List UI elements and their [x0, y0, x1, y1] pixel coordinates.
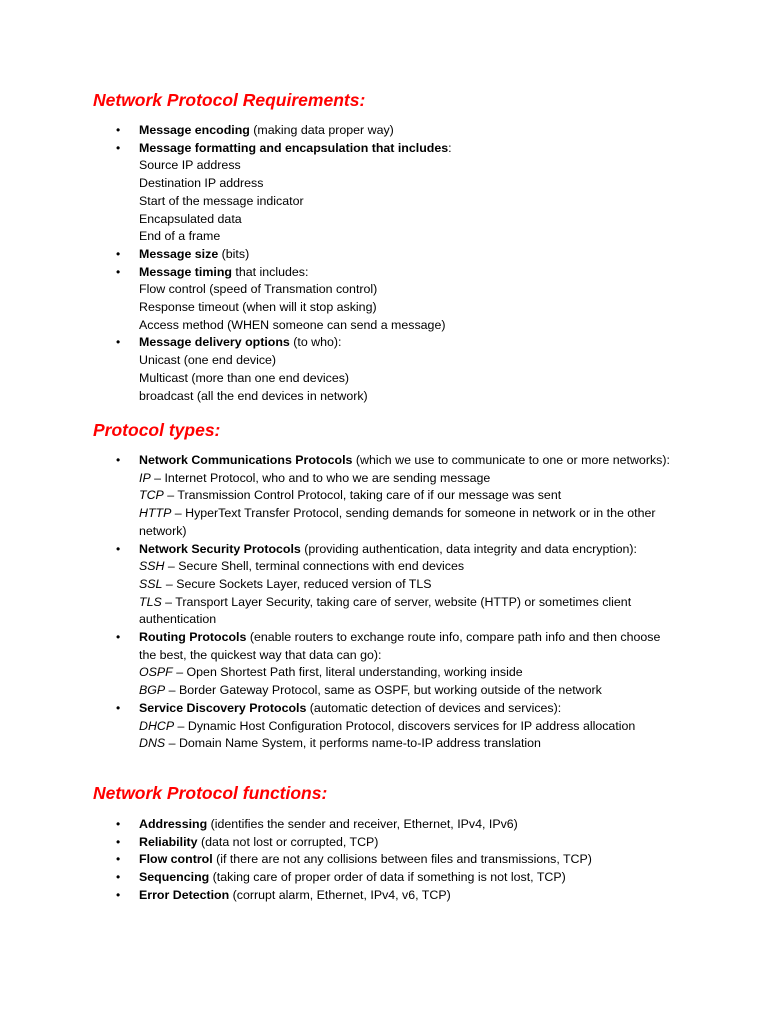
item-line — [139, 487, 672, 505]
description-text: – Domain Name System, it performs name-to-IP address translation — [165, 736, 541, 751]
protocol-abbreviation: SSL — [139, 576, 163, 591]
protocol-abbreviation: HTTP — [139, 506, 172, 521]
term-bold: Flow control — [139, 852, 213, 867]
item-line — [139, 541, 672, 559]
protocol-abbreviation: TLS — [139, 594, 162, 609]
description-text: – Border Gateway Protocol, same as OSPF, but working outside of the network — [165, 683, 602, 698]
functions-list — [0, 816, 768, 905]
item-line — [139, 576, 672, 594]
item-line — [139, 370, 672, 388]
list-item — [0, 629, 768, 700]
description-text: – Open Shortest Path first, literal understanding, working inside — [172, 665, 523, 680]
description-text: – HyperText Transfer Protocol, sending demands for someone in network or in the other network) — [139, 506, 656, 538]
protocol-abbreviation: SSH — [139, 559, 165, 574]
bullet-icon: • — [116, 852, 121, 867]
description-text: (making data proper way) — [249, 123, 394, 137]
term-bold: Reliability — [139, 834, 198, 849]
description-text: – Internet Protocol, who and to who we are sending message — [150, 470, 491, 485]
description-text: Unicast (one end device) — [139, 353, 277, 368]
description-text: Multicast (more than one end devices) — [139, 370, 350, 385]
section-heading-functions: Network Protocol functions: — [93, 783, 328, 803]
item-line — [139, 470, 672, 488]
description-text: (automatic detection of devices and services): — [306, 700, 562, 715]
item-line — [139, 140, 672, 158]
item-line — [139, 700, 672, 718]
term-bold: Message formatting and encapsulation that includes — [139, 140, 449, 155]
list-item — [0, 541, 768, 630]
list-item — [0, 452, 768, 541]
description-text: broadcast (all the end devices in network) — [139, 388, 368, 403]
item-line — [139, 851, 672, 869]
list-item — [0, 851, 768, 869]
description-text: : — [448, 140, 452, 155]
description-text: (which we use to communicate to one or more networks): — [352, 453, 670, 467]
description-text: – Secure Shell, terminal connections with end devices — [164, 559, 465, 574]
item-line — [139, 352, 672, 370]
description-text: – Secure Sockets Layer, reduced version of TLS — [162, 576, 432, 591]
item-line — [139, 594, 672, 629]
description-text: (enable routers to exchange route info, compare path info and then choose the best, the quickest way that data can go): — [139, 630, 661, 662]
description-text: (if there are not any collisions between files and transmissions, TCP) — [212, 852, 592, 867]
list-item — [0, 700, 768, 753]
description-text: (data not lost or corrupted, TCP) — [197, 834, 379, 849]
description-text: – Dynamic Host Configuration Protocol, discovers services for IP address allocation — [174, 718, 636, 733]
protocol-abbreviation: DHCP — [139, 718, 175, 733]
item-line — [139, 281, 672, 299]
item-line — [139, 157, 672, 175]
item-line — [139, 664, 672, 682]
list-item — [0, 122, 768, 140]
bullet-icon: • — [116, 246, 121, 261]
term-bold: Addressing — [139, 817, 208, 831]
bullet-icon: • — [116, 140, 121, 155]
list-item — [0, 816, 768, 834]
bullet-icon: • — [116, 264, 121, 279]
term-bold: Service Discovery Protocols — [139, 700, 307, 715]
bullet-icon: • — [116, 453, 121, 467]
bullet-icon: • — [116, 700, 121, 715]
description-text: (corrupt alarm, Ethernet, IPv4, v6, TCP) — [229, 887, 451, 902]
term-bold: Message size — [139, 246, 219, 261]
description-text: – Transmission Control Protocol, taking care of if our message was sent — [163, 488, 562, 503]
item-line — [139, 228, 672, 246]
term-bold: Routing Protocols — [139, 630, 247, 645]
description-text: Source IP address — [139, 158, 241, 173]
term-bold: Network Communications Protocols — [139, 453, 353, 467]
requirements-list — [0, 122, 768, 405]
bullet-icon: • — [116, 870, 121, 885]
term-bold: Sequencing — [139, 870, 210, 885]
description-text: that includes: — [231, 264, 309, 279]
description-text: Start of the message indicator — [139, 193, 304, 208]
item-line — [139, 193, 672, 211]
item-line — [139, 629, 672, 664]
list-item — [0, 140, 768, 246]
list-item — [0, 246, 768, 264]
protocol-abbreviation: OSPF — [139, 665, 173, 680]
item-line — [139, 887, 672, 905]
item-line — [139, 299, 672, 317]
description-text: Destination IP address — [139, 176, 264, 191]
list-item — [0, 887, 768, 905]
description-text: (taking care of proper order of data if something is not lost, TCP) — [209, 870, 566, 885]
description-text: (bits) — [218, 246, 250, 261]
term-bold: Message timing — [139, 264, 232, 279]
item-line — [139, 834, 672, 852]
term-bold: Message encoding — [139, 123, 250, 137]
term-bold: Error Detection — [139, 887, 230, 902]
item-line — [139, 505, 672, 540]
list-item — [0, 334, 768, 405]
term-bold: Message delivery options — [139, 335, 290, 350]
bullet-icon: • — [116, 541, 121, 556]
list-item — [0, 869, 768, 887]
item-line — [139, 735, 672, 753]
section-heading-protocol-types: Protocol types: — [93, 420, 221, 440]
item-line — [139, 334, 672, 352]
item-line — [139, 869, 672, 887]
item-line — [139, 317, 672, 335]
item-line — [139, 816, 672, 834]
item-line — [139, 718, 672, 736]
description-text: Response timeout (when will it stop asking) — [139, 300, 377, 315]
description-text: Encapsulated data — [139, 211, 242, 226]
item-line — [139, 246, 672, 264]
item-line — [139, 452, 672, 470]
item-line — [139, 264, 672, 282]
bullet-icon: • — [116, 817, 121, 831]
protocol-abbreviation: BGP — [139, 683, 166, 698]
term-bold: Network Security Protocols — [139, 541, 301, 556]
protocol-types-list — [0, 452, 768, 753]
description-text: End of a frame — [139, 229, 221, 244]
description-text: (providing authentication, data integrity and data encryption): — [300, 541, 637, 556]
bullet-icon: • — [116, 335, 121, 350]
protocol-abbreviation: DNS — [139, 736, 166, 751]
description-text: Access method (WHEN someone can send a message) — [139, 317, 446, 332]
section-heading-requirements: Network Protocol Requirements: — [93, 90, 366, 110]
bullet-icon: • — [116, 887, 121, 902]
item-line — [139, 211, 672, 229]
description-text: Flow control (speed of Transmation control) — [139, 282, 378, 297]
protocol-abbreviation: IP — [139, 470, 151, 485]
bullet-icon: • — [116, 123, 121, 137]
item-line — [139, 175, 672, 193]
list-item — [0, 264, 768, 335]
bullet-icon: • — [116, 630, 121, 645]
item-line — [139, 388, 672, 406]
list-item — [0, 834, 768, 852]
item-line — [139, 558, 672, 576]
item-line — [139, 122, 672, 140]
item-line — [139, 682, 672, 700]
bullet-icon: • — [116, 834, 121, 849]
description-text: (identifies the sender and receiver, Ethernet, IPv4, IPv6) — [207, 817, 518, 831]
description-text: – Transport Layer Security, taking care of server, website (HTTP) or sometimes client authentication — [139, 594, 632, 627]
protocol-abbreviation: TCP — [139, 488, 164, 503]
description-text: (to who): — [289, 335, 342, 350]
